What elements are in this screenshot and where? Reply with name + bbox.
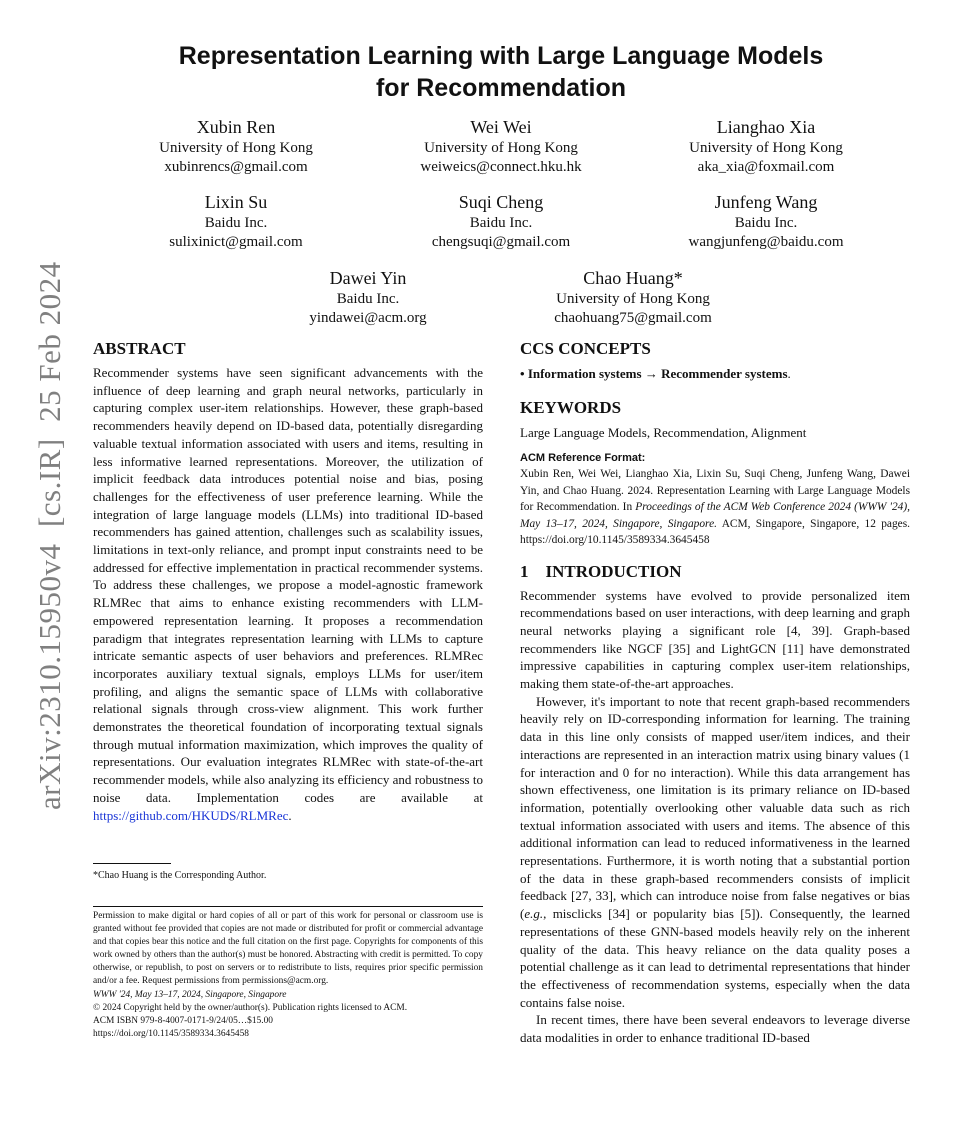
paper-title: [90, 40, 912, 104]
footnote-rule: [93, 863, 171, 864]
author-name: Xubin Ren: [196, 117, 276, 137]
intro-paragraph-2: [520, 693, 910, 1012]
author-email: xubinrencs@gmail.com: [164, 159, 308, 175]
title-line-2: for Recommendation: [375, 74, 627, 102]
abstract-end: .: [288, 807, 292, 823]
copyright-notice: © 2024 Copyright held by the owner/author(s). Publication rights licensed to ACM.: [93, 1002, 408, 1013]
author-name: Lianghao Xia: [716, 117, 816, 137]
permission-text: Permission to make digital or hard copies of all or part of this work for personal or classroom use is granted without fee provided that copies are not made or distributed for profit or commercial advantage and that copies bear this notice and the full citation on the first page. Copyrights for components of this work owned by others than the author(s) must be honored. Abstracting with credit is permitted. To copy otherwise, or republish, to post on servers or to redistribute to lists, requires prior specific permission and/or a fee. Request permissions from permissions@acm.org.: [93, 911, 483, 987]
author-email: yindawei@acm.org: [309, 310, 427, 326]
arxiv-identifier: arXiv:2310.15950v4 [cs.IR] 25 Feb 2024: [32, 261, 67, 810]
author-name: Dawei Yin: [329, 268, 407, 288]
intro-p2-b: , misclicks [34] or popularity bias [5]). Consequently, the learned representations of these GNN-based models heavily rely on the inherent quality of the data. This heavy reliance on the data quality poses a potential challenge as it can lead to detrimental representations that hinder the effectiveness of recommendation systems, especially when the data contains false noise.: [520, 906, 910, 1010]
author-block: [238, 266, 498, 328]
author-email: weiweics@connect.hku.hk: [420, 159, 582, 175]
author-affiliation: Baidu Inc.: [469, 215, 533, 231]
left-column: [93, 338, 483, 824]
abstract-text: [93, 364, 483, 824]
isbn: ACM ISBN 979-8-4007-0171-9/24/05…$15.00: [93, 1015, 273, 1026]
ccs-concept-b: Recommender systems: [661, 366, 788, 381]
author-affiliation: University of Hong Kong: [159, 140, 313, 156]
corresponding-author-footnote: *Chao Huang is the Corresponding Author.: [93, 870, 267, 881]
author-email: wangjunfeng@baidu.com: [688, 234, 844, 250]
introduction-heading: 1 INTRODUCTION: [520, 561, 682, 581]
author-name: Junfeng Wang: [714, 192, 818, 212]
ccs-concept-a: Information systems: [527, 366, 642, 381]
intro-paragraph-3: In recent times, there have been several endeavors to leverage diverse data modalities in order to enhance traditional ID-based: [520, 1012, 910, 1046]
author-block: [371, 115, 631, 177]
keywords-heading: KEYWORDS: [520, 398, 622, 417]
acm-ref-authors: Xubin Ren, Wei Wei, Lianghao Xia, Lixin Su, Suqi Cheng, Junfeng Wang, Dawei Yin, and Chao Huang. 2024. Representation Learning with Large Language Models for Recommendation. In: [520, 468, 910, 513]
author-name: Chao Huang*: [583, 268, 683, 288]
ccs-heading: CCS CONCEPTS: [520, 339, 651, 358]
author-affiliation: Baidu Inc.: [204, 215, 268, 231]
author-name: Wei Wei: [470, 117, 532, 137]
ccs-end: .: [787, 366, 791, 381]
author-affiliation: University of Hong Kong: [556, 291, 710, 307]
author-affiliation: Baidu Inc.: [336, 291, 400, 307]
author-name: Lixin Su: [204, 192, 268, 212]
author-name: Suqi Cheng: [458, 192, 544, 212]
acm-reference-heading: ACM Reference Format:: [520, 452, 646, 464]
author-email: sulixinict@gmail.com: [169, 234, 303, 250]
doi-link[interactable]: https://doi.org/10.1145/3589334.3645458: [93, 1028, 249, 1039]
introduction-body: [520, 587, 910, 1047]
ccs-bullet: •: [520, 366, 525, 381]
github-link[interactable]: https://github.com/HKUDS/RLMRec: [93, 807, 289, 823]
author-block: [106, 115, 366, 177]
abstract-body: Recommender systems have seen significant advancements with the influence of deep learning and graph neural networks, particularly in capturing complex user-item relationships. However, these graph-based recommenders heavily depend on ID-based data, potentially disregarding valuable textual information associated with users and items, resulting in less informative learned representations. Moreover, the utilization of implicit feedback data introduces potential noise and bias, posing challenges for the effectiveness of user preference learning. While the integration of large language models (LLMs) into traditional ID-based recommenders has gained attention, challenges such as scalability issues, limitations in text-only reliance, and prompt input constraints need to be addressed for effective implementation in practical recommender systems. To address these challenges, we propose a model-agnostic framework RLMRec that aims to enhance existing recommenders with LLM-empowered representation learning. It proposes a recommendation paradigm that integrates representation learning with LLMs to capture intricate semantic aspects of user behaviors and preferences. RLMRec incorporates auxiliary textual signals, employs LLMs for user/item profiling, and aligns the semantic space of LLMs with collaborative relational signals through cross-view alignment. This work further demonstrates the theoretical foundation of incorporating textual signals through mutual information maximization, which improves the quality of representations. Our evaluation integrates RLMRec with state-of-the-art recommender models, while also analyzing its efficiency and robustness to noise data. Implementation codes are available at: [93, 365, 483, 805]
conference-venue: WWW '24, May 13–17, 2024, Singapore, Singapore: [93, 989, 287, 1000]
author-email: chengsuqi@gmail.com: [431, 234, 571, 250]
abstract-heading: ABSTRACT: [93, 339, 186, 358]
author-email: chaohuang75@gmail.com: [554, 310, 712, 326]
ccs-arrow: →: [644, 366, 658, 381]
permission-block: [93, 910, 483, 1041]
intro-paragraph-1: Recommender systems have evolved to provide personalized item recommendations based on user interactions, with deep learning and graph neural networks playing a significant role [4, 39]. Graph-based recommenders like NGCF [35] and LightGCN [11] have demonstrated impressive capabilities in capturing complex user-item relationships, making them state-of-the-art approaches.: [520, 587, 910, 692]
author-block: [503, 266, 763, 328]
author-block: [106, 190, 366, 252]
acm-ref-tail: ACM, Singapore, Singapore, 12 pages. https://doi.org/10.1145/3589334.3645458: [520, 517, 911, 546]
keywords-text: Large Language Models, Recommendation, Alignment: [520, 425, 807, 440]
author-affiliation: University of Hong Kong: [424, 140, 578, 156]
right-column: [520, 338, 910, 1047]
title-line-1: Representation Learning with Large Language Models: [178, 42, 824, 70]
ccs-concepts: [520, 365, 910, 383]
author-block: [371, 190, 631, 252]
author-block: [636, 115, 896, 177]
acm-ref-proceedings: Proceedings of the ACM Web Conference 2024 (WWW '24), May 13–17, 2024, Singapore, Singapore.: [520, 501, 910, 530]
intro-p2-a: However, it's important to note that recent graph-based recommenders heavily rely on ID-corresponding information for learning. The training data in this line only consists of mapped user/item indices, and their interactions are represented in an interaction matrix using binary values (1 for interaction and 0 for no interaction). While this data arrangement has shown effectiveness, one limitation is its primary reliance on ID-based information, potentially overlooking other valuable data such as rich textual information associated with users and items. The absence of this additional information can lead to reduced informativeness in the learned representations. Furthermore, it is worth noting that a substantial portion of the data in these graph-based recommenders consists of implicit feedback [27, 33], which can introduce noise from false negatives or bias (: [520, 693, 910, 922]
permission-rule: [93, 906, 483, 907]
intro-p2-eg: e.g.: [524, 906, 544, 922]
author-block: [636, 190, 896, 252]
author-affiliation: University of Hong Kong: [689, 140, 843, 156]
acm-reference-text: [520, 466, 910, 549]
author-email: aka_xia@foxmail.com: [697, 159, 835, 175]
author-affiliation: Baidu Inc.: [734, 215, 798, 231]
